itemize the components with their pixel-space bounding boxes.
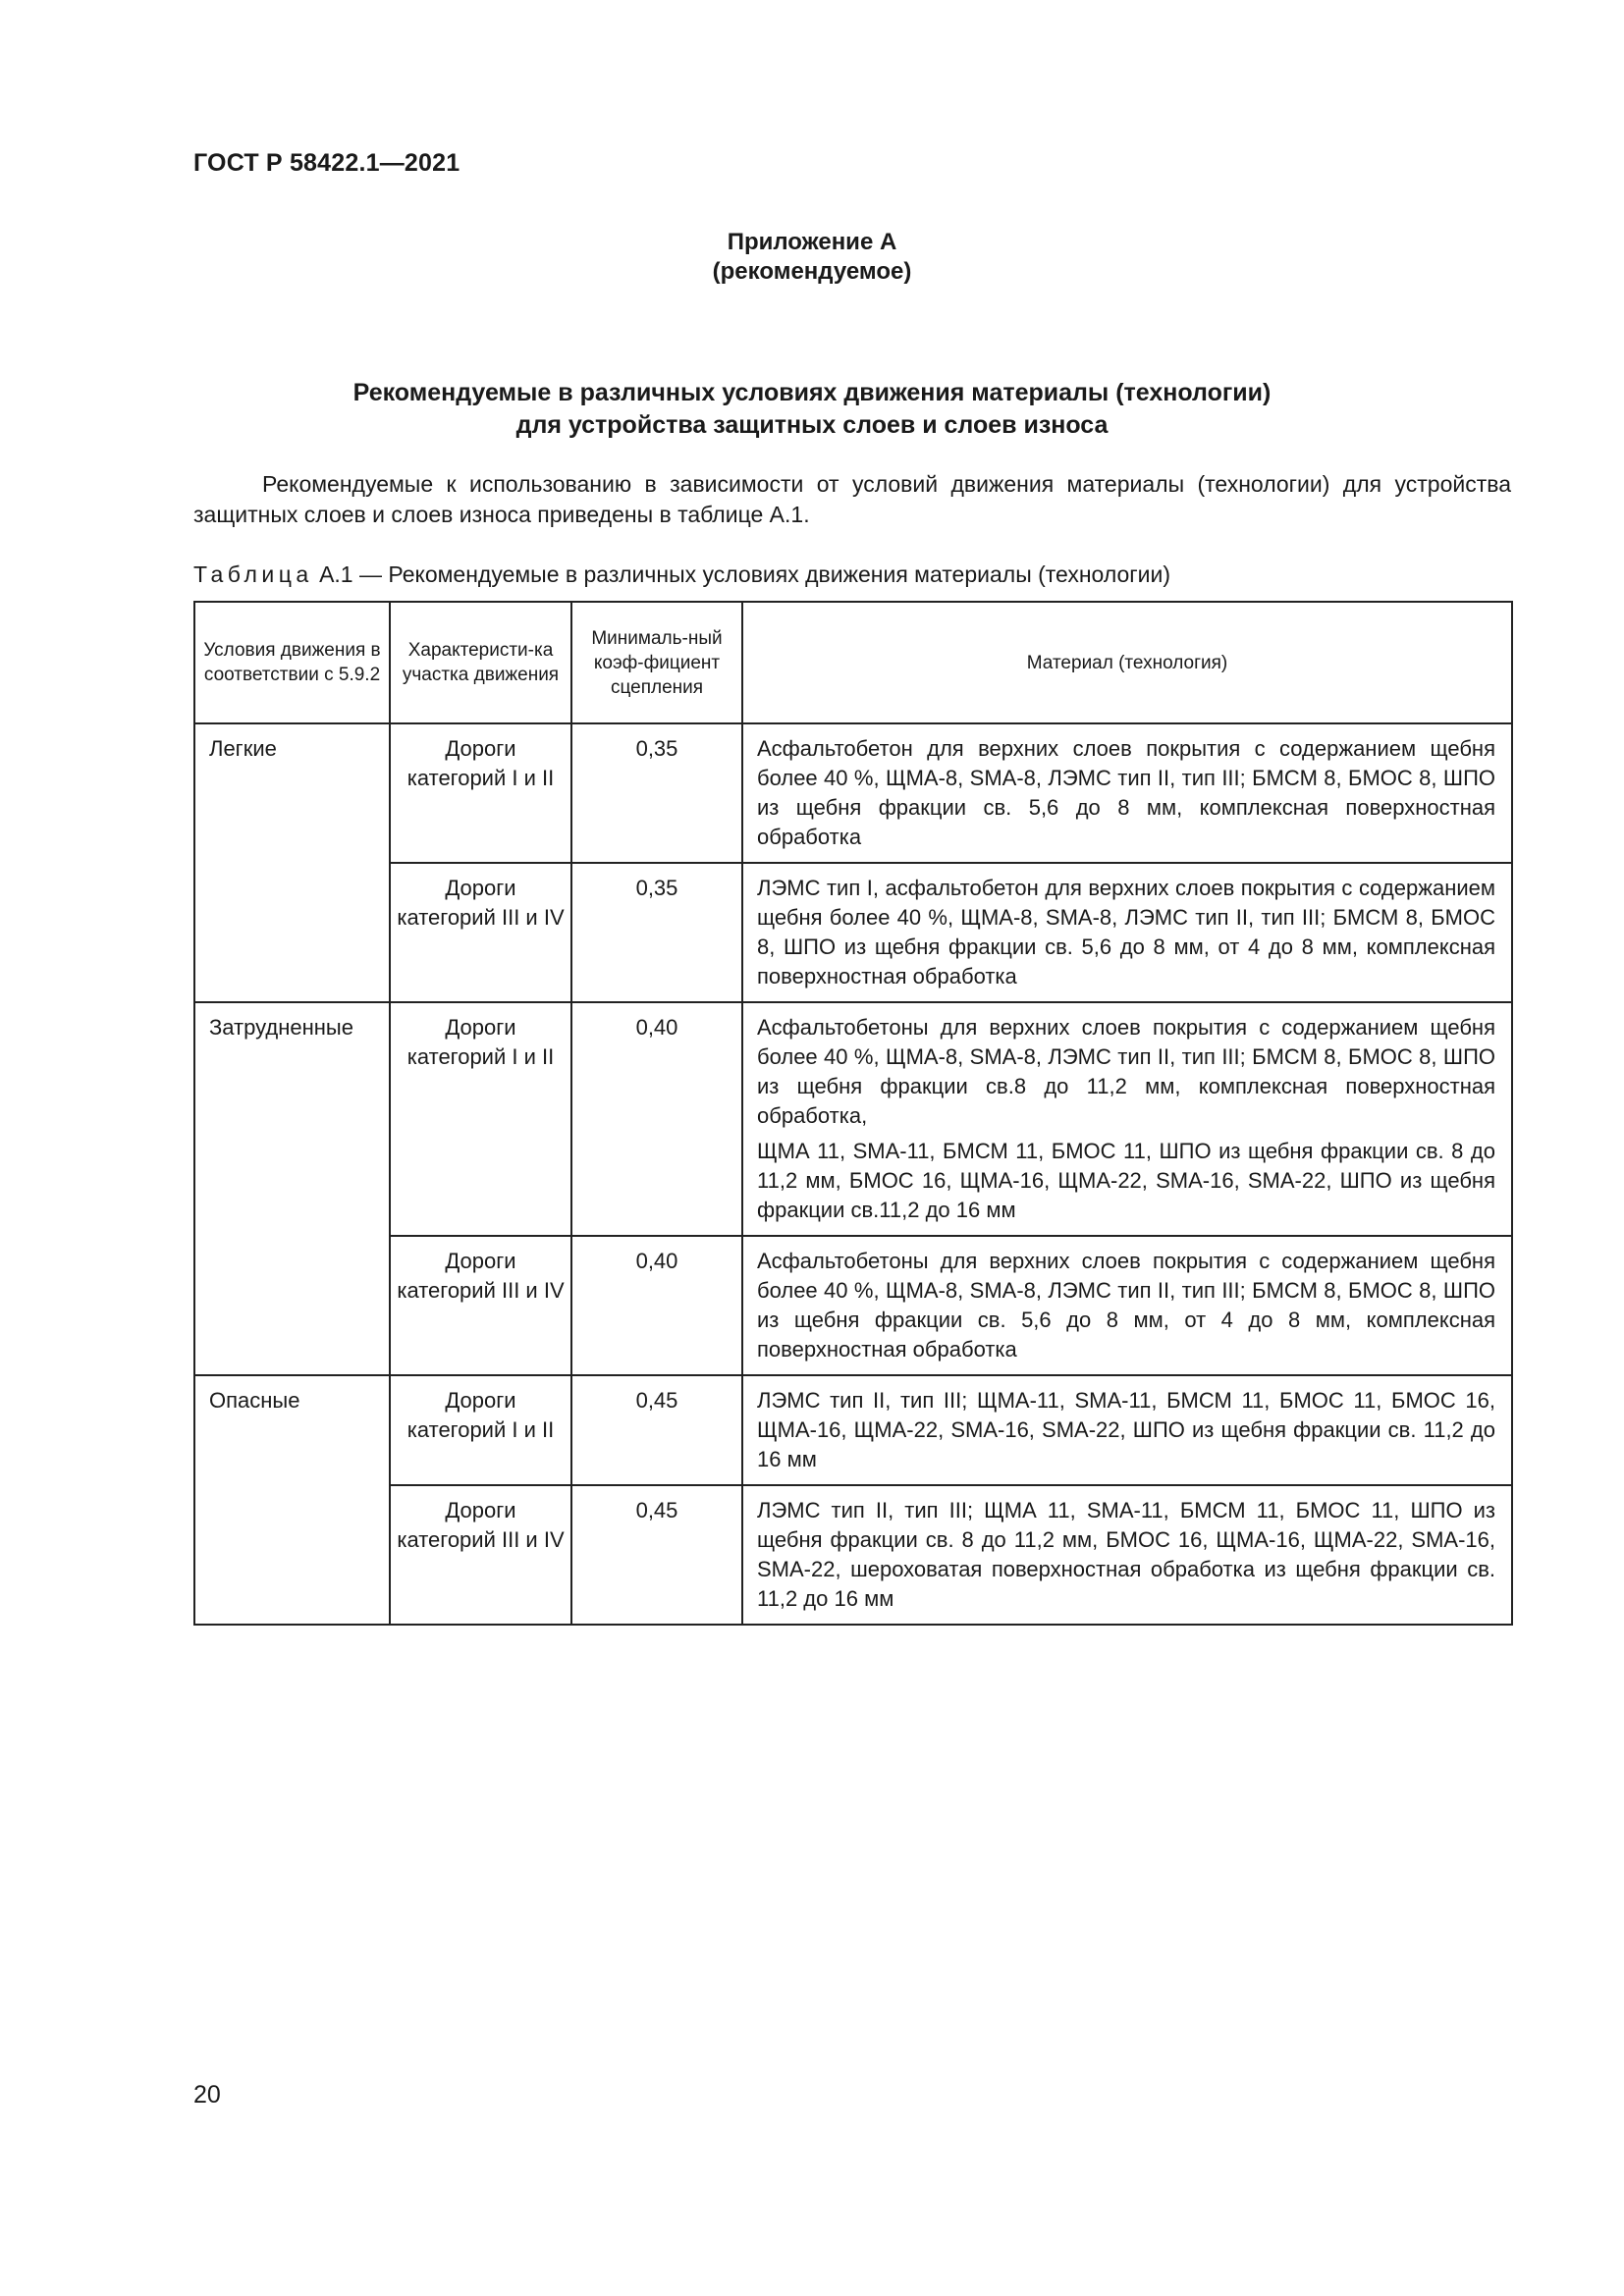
material-cell bbox=[742, 1375, 1512, 1485]
table-row bbox=[194, 723, 1512, 863]
section-title-line1: Рекомендуемые в различных условиях движения материалы (технологии) bbox=[352, 379, 1272, 406]
coefficient-cell: 0,35 bbox=[571, 723, 742, 863]
section-title bbox=[0, 377, 1624, 442]
table-row bbox=[194, 1375, 1512, 1485]
header-section: Характеристи-ка участка движения bbox=[390, 602, 571, 723]
material-cell bbox=[742, 723, 1512, 863]
condition-cell: Легкие bbox=[194, 723, 390, 1002]
coefficient-cell: 0,35 bbox=[571, 863, 742, 1002]
coefficient-cell: 0,40 bbox=[571, 1002, 742, 1236]
table-caption bbox=[193, 560, 1170, 589]
coefficient-cell: 0,45 bbox=[571, 1375, 742, 1485]
condition-cell: Затрудненные bbox=[194, 1002, 390, 1375]
material-text: ЛЭМС тип I, асфальтобетон для верхних слоев покрытия с содержанием щебня более 40 %, ЩМА-8, SMA-8, ЛЭМС тип II, тип III; БМСМ 8, БМОС 8, ШПО из щебня фракции св. 5,6 до 8 мм, от 4 до 8 мм, комплексная поверхностная обработка bbox=[757, 876, 1495, 988]
material-cell bbox=[742, 1236, 1512, 1375]
material-cell bbox=[742, 1485, 1512, 1625]
table-row bbox=[194, 1236, 1512, 1375]
material-text: ЩМА 11, SMA-11, БМСМ 11, БМОС 11, ШПО из щебня фракции св. 8 до 11,2 мм, БМОС 16, ЩМА-16, ЩМА-22, SMA-16, SMA-22, ШПО из щебня фракции св.11,2 до 16 мм bbox=[757, 1139, 1495, 1222]
coefficient-cell: 0,40 bbox=[571, 1236, 742, 1375]
material-text: Асфальтобетон для верхних слоев покрытия с содержанием щебня более 40 %, ЩМА-8, SMA-8, ЛЭМС тип II, тип III; БМСМ 8, БМОС 8, ШПО из щебня фракции св. 5,6 до 8 мм, комплексная поверхностная обработка bbox=[757, 736, 1495, 849]
road-category-cell: Дороги категорий I и II bbox=[390, 1002, 571, 1236]
road-category-cell: Дороги категорий III и IV bbox=[390, 863, 571, 1002]
road-category-cell: Дороги категорий III и IV bbox=[390, 1236, 571, 1375]
table-caption-text: А.1 — Рекомендуемые в различных условиях движения материалы (технологии) bbox=[312, 561, 1171, 587]
material-cell bbox=[742, 863, 1512, 1002]
table-caption-prefix: Таблица bbox=[193, 561, 313, 587]
table-header-row bbox=[194, 602, 1512, 723]
intro-paragraph: Рекомендуемые к использованию в зависимости от условий движения материалы (технологии) для устройства защитных слоев и слоев износа приведены в таблице А.1. bbox=[193, 471, 1511, 527]
road-category-cell: Дороги категорий I и II bbox=[390, 1375, 571, 1485]
header-coefficient: Минималь-ный коэф-фициент сцепления bbox=[571, 602, 742, 723]
section-title-line2: для устройства защитных слоев и слоев износа bbox=[515, 411, 1109, 439]
coefficient-cell: 0,45 bbox=[571, 1485, 742, 1625]
annex-label: Приложение А bbox=[727, 229, 897, 255]
table-row bbox=[194, 863, 1512, 1002]
header-material: Материал (технология) bbox=[742, 602, 1512, 723]
condition-cell: Опасные bbox=[194, 1375, 390, 1625]
material-text: Асфальтобетоны для верхних слоев покрытия с содержанием щебня более 40 %, ЩМА-8, SMA-8, ЛЭМС тип II, тип III; БМСМ 8, БМОС 8, ШПО из щебня фракции св. 5,6 до 8 мм, от 4 до 8 мм, комплексная поверхностная обработка bbox=[757, 1249, 1495, 1362]
materials-table bbox=[193, 601, 1513, 1626]
annex-status: (рекомендуемое) bbox=[712, 258, 912, 285]
page-number: 20 bbox=[193, 2081, 221, 2109]
material-cell bbox=[742, 1002, 1512, 1236]
material-text: ЛЭМС тип II, тип III; ЩМА 11, SMA-11, БМСМ 11, БМОС 11, ШПО из щебня фракции св. 8 до 11,2 мм, БМОС 16, ЩМА-16, ЩМА-22, SMA-16, SMA-22, шероховатая поверхностная обработка из щебня фракции св. 11,2 до 16 мм bbox=[757, 1498, 1495, 1611]
road-category-cell: Дороги категорий I и II bbox=[390, 723, 571, 863]
table-row bbox=[194, 1485, 1512, 1625]
header-conditions: Условия движения в соответствии с 5.9.2 bbox=[194, 602, 390, 723]
material-text: Асфальтобетоны для верхних слоев покрытия с содержанием щебня более 40 %, ЩМА-8, SMA-8, ЛЭМС тип II, тип III; БМСМ 8, БМОС 8, ШПО из щебня фракции св.8 до 11,2 мм, комплексная поверхностная обработка, bbox=[757, 1015, 1495, 1128]
document-code: ГОСТ Р 58422.1—2021 bbox=[193, 149, 460, 177]
annex-heading bbox=[0, 228, 1624, 287]
road-category-cell: Дороги категорий III и IV bbox=[390, 1485, 571, 1625]
material-text: ЛЭМС тип II, тип III; ЩМА-11, SMA-11, БМСМ 11, БМОС 11, БМОС 16, ЩМА-16, ЩМА-22, SMA-16, SMA-22, ШПО из щебня фракции св. 11,2 до 16 мм bbox=[757, 1388, 1495, 1471]
table-row bbox=[194, 1002, 1512, 1236]
